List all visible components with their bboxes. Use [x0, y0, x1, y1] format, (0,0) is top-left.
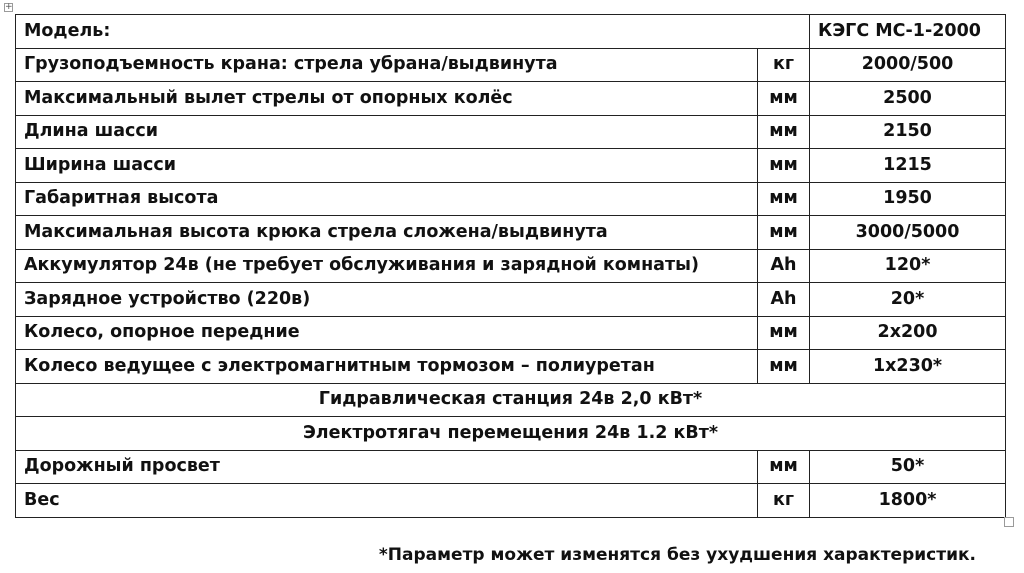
specifications-table	[15, 14, 1006, 518]
table-row	[16, 48, 1006, 82]
table-row-merged	[16, 383, 1006, 417]
param-name: Грузоподъемность крана: стрела убрана/выдвинута	[16, 48, 758, 82]
table-row-merged	[16, 417, 1006, 451]
table-row	[16, 82, 1006, 116]
table-row	[16, 450, 1006, 484]
param-value: 2000/500	[810, 48, 1006, 82]
param-unit: мм	[758, 149, 810, 183]
param-name: Дорожный просвет	[16, 450, 758, 484]
footnote: *Параметр может изменятся без ухудшения характеристик.	[378, 545, 976, 565]
table-row	[16, 115, 1006, 149]
param-value: 20*	[810, 283, 1006, 317]
param-value: 2х200	[810, 316, 1006, 350]
model-label: Модель:	[16, 15, 810, 49]
param-name: Колесо ведущее с электромагнитным тормозом – полиуретан	[16, 350, 758, 384]
table-row	[16, 149, 1006, 183]
param-unit: мм	[758, 82, 810, 116]
param-name: Колесо, опорное передние	[16, 316, 758, 350]
table-row	[16, 283, 1006, 317]
param-value: 3000/5000	[810, 216, 1006, 250]
table-move-handle-icon[interactable]: +	[5, 2, 13, 12]
param-unit: мм	[758, 450, 810, 484]
table-row	[16, 350, 1006, 384]
param-unit: Ah	[758, 283, 810, 317]
param-name: Зарядное устройство (220в)	[16, 283, 758, 317]
param-name: Максимальная высота крюка стрела сложена/выдвинута	[16, 216, 758, 250]
table-row-model	[16, 15, 1006, 49]
param-unit: мм	[758, 316, 810, 350]
param-name: Максимальный вылет стрелы от опорных колёс	[16, 82, 758, 116]
electric-tractor-row: Электротягач перемещения 24в 1.2 кВт*	[16, 417, 1006, 451]
table-row	[16, 249, 1006, 283]
hydraulic-station-row: Гидравлическая станция 24в 2,0 кВт*	[16, 383, 1006, 417]
param-unit: мм	[758, 115, 810, 149]
param-name: Аккумулятор 24в (не требует обслуживания и зарядной комнаты)	[16, 249, 758, 283]
param-unit: Ah	[758, 249, 810, 283]
table-row	[16, 216, 1006, 250]
param-value: 1800*	[810, 484, 1006, 518]
param-value: 1215	[810, 149, 1006, 183]
param-unit: мм	[758, 216, 810, 250]
table-row	[16, 316, 1006, 350]
param-value: 2150	[810, 115, 1006, 149]
param-name: Длина шасси	[16, 115, 758, 149]
param-value: 1950	[810, 182, 1006, 216]
model-value: КЭГС МС-1-2000	[810, 15, 1006, 49]
param-unit: кг	[758, 484, 810, 518]
param-value: 1х230*	[810, 350, 1006, 384]
param-unit: мм	[758, 182, 810, 216]
param-value: 120*	[810, 249, 1006, 283]
param-value: 50*	[810, 450, 1006, 484]
param-unit: кг	[758, 48, 810, 82]
param-name: Вес	[16, 484, 758, 518]
table-resize-handle[interactable]	[1004, 517, 1014, 527]
param-value: 2500	[810, 82, 1006, 116]
table-row	[16, 182, 1006, 216]
table-row	[16, 484, 1006, 518]
param-name: Габаритная высота	[16, 182, 758, 216]
param-name: Ширина шасси	[16, 149, 758, 183]
param-unit: мм	[758, 350, 810, 384]
